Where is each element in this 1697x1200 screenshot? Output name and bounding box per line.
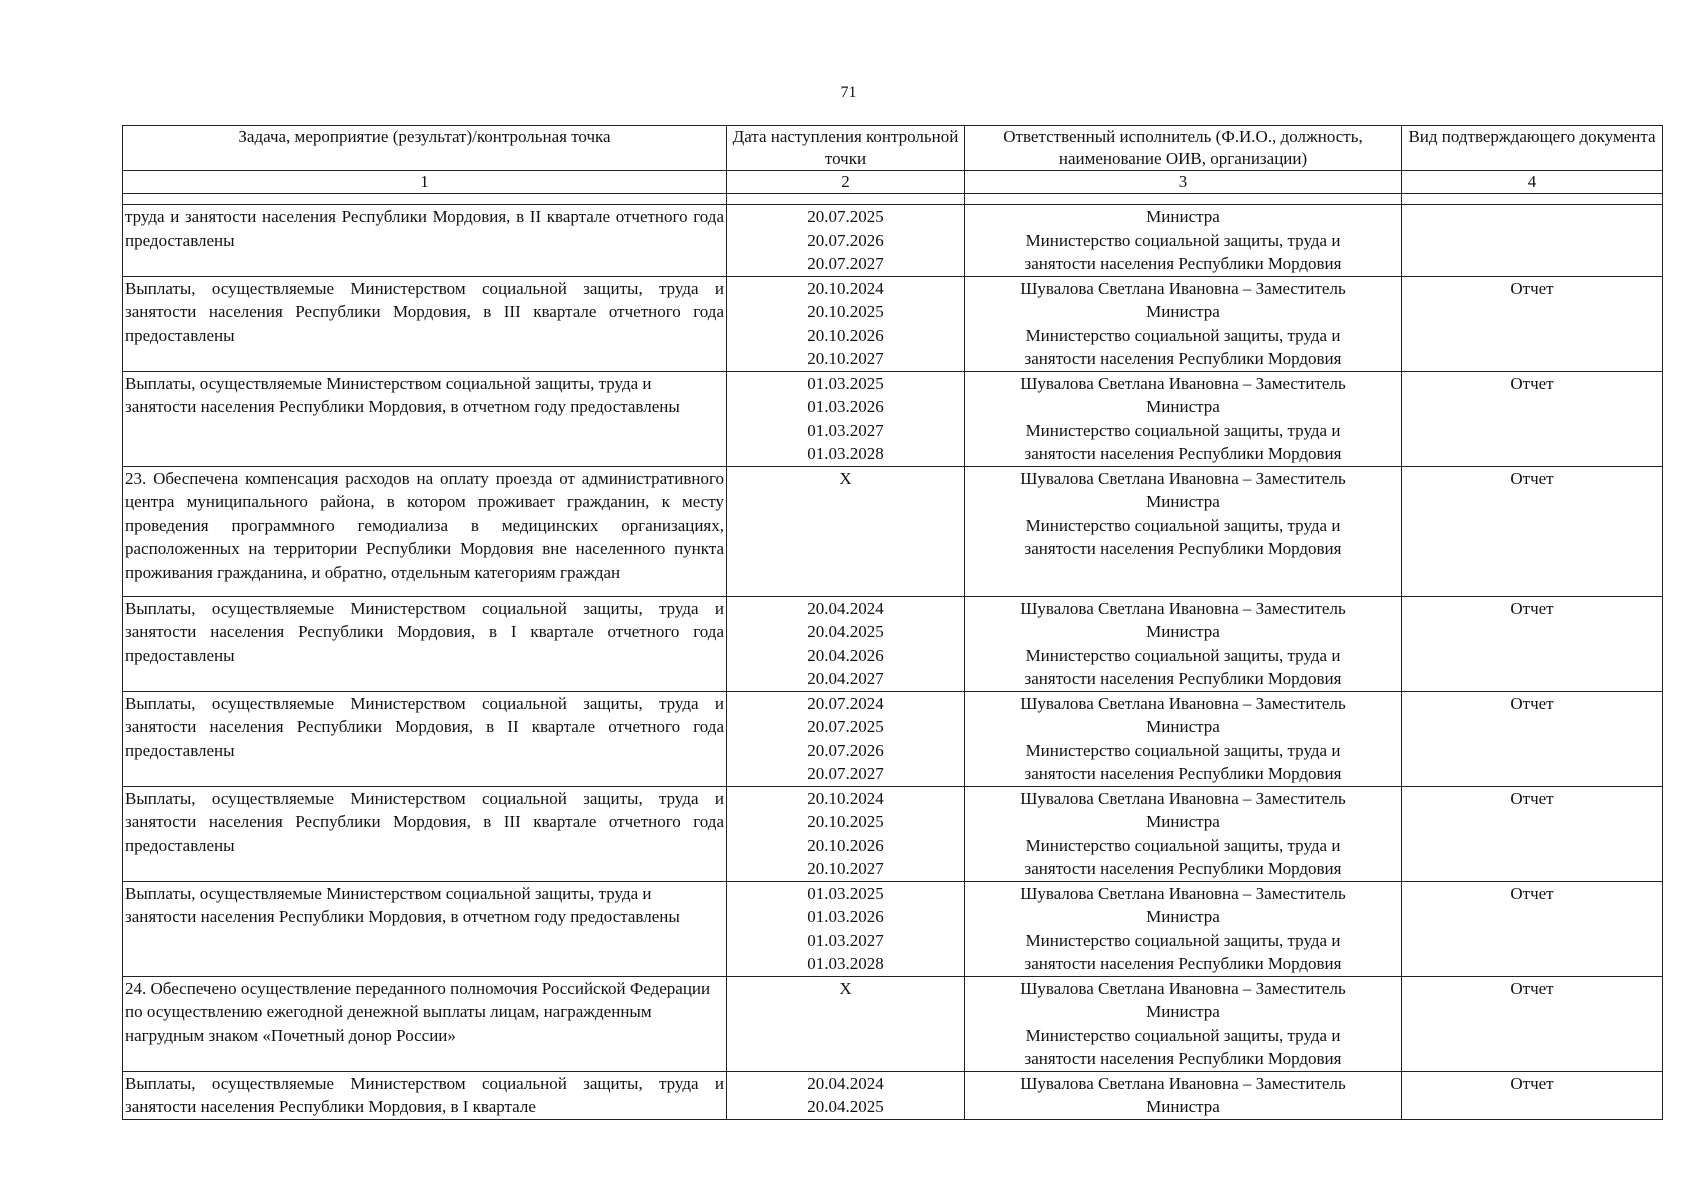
header-date: Дата наступления контрольной точки [727, 126, 965, 171]
responsible-cell [965, 786, 1402, 881]
responsible-line: занятости населения Республики Мордовия [1024, 1049, 1342, 1068]
control-date: 20.10.2024 [807, 278, 884, 298]
task-cell: 24. Обеспечено осуществление переданного полномочия Российской Федерации по осуществлению ежегодной денежной выплаты лицам, награжденным нагрудным знаком «Почетный донор России» [123, 976, 727, 1071]
responsible-line: Министра [1146, 302, 1220, 321]
document-type-cell [1402, 205, 1663, 277]
control-date: 20.07.2027 [807, 254, 884, 273]
control-date: Х [839, 978, 852, 998]
date-cell [727, 881, 965, 976]
responsible-line: Министерство социальной защиты, труда и [1025, 230, 1341, 250]
responsible-line: занятости населения Республики Мордовия [1024, 349, 1342, 368]
responsible-line: Министерство социальной защиты, труда и [1025, 645, 1341, 665]
control-date: 20.10.2026 [807, 835, 884, 855]
task-cell: Выплаты, осуществляемые Министерством социальной защиты, труда и занятости населения Республики Мордовия, в III квартале отчетного года предоставлены [123, 786, 727, 881]
control-date: 01.03.2027 [807, 930, 884, 950]
control-date: 20.04.2025 [807, 1097, 884, 1116]
control-date: 20.10.2024 [807, 788, 884, 808]
control-date: 20.07.2025 [807, 207, 884, 226]
date-cell [727, 371, 965, 466]
responsible-line: занятости населения Республики Мордовия [1024, 444, 1342, 463]
control-date: 20.10.2027 [807, 859, 884, 878]
document-type-cell: Отчет [1402, 371, 1663, 466]
date-cell [727, 1071, 965, 1119]
table-row [123, 881, 1663, 976]
task-cell: Выплаты, осуществляемые Министерством социальной защиты, труда и занятости населения Республики Мордовия, в II квартале отчетного года предоставлены [123, 691, 727, 786]
task-cell: Выплаты, осуществляемые Министерством социальной защиты, труда и занятости населения Республики Мордовия, в I квартале [123, 1071, 727, 1119]
spacer-cell [727, 194, 965, 205]
responsible-line: Министерство социальной защиты, труда и [1025, 1025, 1341, 1045]
table-row [123, 371, 1663, 466]
spacer-cell [965, 194, 1402, 205]
date-cell [727, 466, 965, 596]
control-date: 20.07.2025 [807, 717, 884, 736]
responsible-line: Министра [1146, 492, 1220, 511]
responsible-line: Шувалова Светлана Ивановна – Заместитель [1020, 788, 1346, 808]
responsible-cell [965, 205, 1402, 277]
table-body [123, 205, 1663, 1120]
spacer-cell [123, 194, 727, 205]
task-cell: Выплаты, осуществляемые Министерством социальной защиты, труда и занятости населения Республики Мордовия, в III квартале отчетного года предоставлены [123, 276, 727, 371]
responsible-line: занятости населения Республики Мордовия [1024, 254, 1342, 273]
date-cell [727, 976, 965, 1071]
task-cell: Выплаты, осуществляемые Министерством социальной защиты, труда и занятости населения Республики Мордовия, в I квартале отчетного года предоставлены [123, 596, 727, 691]
responsible-line: занятости населения Республики Мордовия [1024, 859, 1342, 878]
date-cell [727, 276, 965, 371]
document-type-cell: Отчет [1402, 976, 1663, 1071]
control-date: 01.03.2025 [807, 883, 884, 903]
control-date: 20.04.2024 [807, 1073, 884, 1093]
document-type-cell: Отчет [1402, 881, 1663, 976]
responsible-line: занятости населения Республики Мордовия [1024, 669, 1342, 688]
control-date: 01.03.2026 [807, 907, 884, 926]
responsible-line: Шувалова Светлана Ивановна – Заместитель [1020, 373, 1346, 393]
document-type-cell: Отчет [1402, 466, 1663, 596]
table-row [123, 786, 1663, 881]
control-date: 20.10.2027 [807, 349, 884, 368]
responsible-line: Министра [1146, 207, 1220, 226]
control-date: Х [839, 468, 852, 488]
task-cell: Выплаты, осуществляемые Министерством социальной защиты, труда и занятости населения Республики Мордовия, в отчетном году предоставлены [123, 371, 727, 466]
control-date: 01.03.2026 [807, 397, 884, 416]
table-row [123, 976, 1663, 1071]
responsible-line: занятости населения Республики Мордовия [1024, 764, 1342, 783]
table-header-row [123, 126, 1663, 171]
date-cell [727, 205, 965, 277]
control-date: 20.10.2025 [807, 302, 884, 321]
control-date: 20.07.2026 [807, 740, 884, 760]
responsible-line: Министра [1146, 717, 1220, 736]
responsible-cell [965, 1071, 1402, 1119]
table-row [123, 205, 1663, 277]
responsible-line: Министра [1146, 1002, 1220, 1021]
control-date: 20.10.2026 [807, 325, 884, 345]
responsible-line: занятости населения Республики Мордовия [1024, 954, 1342, 973]
column-number: 1 [123, 171, 727, 194]
responsible-line: Шувалова Светлана Ивановна – Заместитель [1020, 693, 1346, 713]
responsible-line: Министерство социальной защиты, труда и [1025, 420, 1341, 440]
task-cell: Выплаты, осуществляемые Министерством социальной защиты, труда и занятости населения Республики Мордовия, в отчетном году предоставлены [123, 881, 727, 976]
control-date: 01.03.2028 [807, 954, 884, 973]
column-number: 3 [965, 171, 1402, 194]
table-row [123, 691, 1663, 786]
table-row [123, 466, 1663, 596]
header-responsible: Ответственный исполнитель (Ф.И.О., должность, наименование ОИВ, организации) [965, 126, 1402, 171]
spacer-cell [1402, 194, 1663, 205]
document-type-cell: Отчет [1402, 276, 1663, 371]
responsible-cell [965, 881, 1402, 976]
task-cell: труда и занятости населения Республики Мордовия, в II квартале отчетного года предоставлены [123, 205, 727, 277]
document-type-cell: Отчет [1402, 786, 1663, 881]
responsible-line: Шувалова Светлана Ивановна – Заместитель [1020, 598, 1346, 618]
responsible-line: Министра [1146, 1097, 1220, 1116]
control-date: 20.07.2024 [807, 693, 884, 713]
control-date: 20.07.2027 [807, 764, 884, 783]
control-date: 20.04.2024 [807, 598, 884, 618]
column-number: 2 [727, 171, 965, 194]
table-row [123, 276, 1663, 371]
task-cell: 23. Обеспечена компенсация расходов на оплату проезда от административного центра муниципального района, в котором проживает гражданин, к месту проведения программного гемодиализа в медицинских организациях, расположенных на территории Республики Мордовия вне населенного пункта проживания гражданина, и обратно, отдельным категориям граждан [123, 466, 727, 596]
document-type-cell: Отчет [1402, 1071, 1663, 1119]
responsible-line: Шувалова Светлана Ивановна – Заместитель [1020, 978, 1346, 998]
control-points-table [122, 125, 1663, 1120]
control-date: 20.07.2026 [807, 230, 884, 250]
responsible-line: Шувалова Светлана Ивановна – Заместитель [1020, 468, 1346, 488]
header-document: Вид подтверждающего документа [1402, 126, 1663, 171]
control-date: 20.10.2025 [807, 812, 884, 831]
responsible-cell [965, 596, 1402, 691]
responsible-line: занятости населения Республики Мордовия [1024, 539, 1342, 558]
date-cell [727, 786, 965, 881]
table-row [123, 1071, 1663, 1119]
control-date: 20.04.2026 [807, 645, 884, 665]
responsible-line: Министра [1146, 622, 1220, 641]
responsible-cell [965, 466, 1402, 596]
responsible-line: Министра [1146, 907, 1220, 926]
responsible-cell [965, 691, 1402, 786]
header-task: Задача, мероприятие (результат)/контрольная точка [123, 126, 727, 171]
responsible-line: Шувалова Светлана Ивановна – Заместитель [1020, 278, 1346, 298]
responsible-line: Министерство социальной защиты, труда и [1025, 930, 1341, 950]
control-date: 01.03.2025 [807, 373, 884, 393]
responsible-cell [965, 976, 1402, 1071]
responsible-line: Министра [1146, 397, 1220, 416]
responsible-cell [965, 371, 1402, 466]
responsible-line: Министра [1146, 812, 1220, 831]
control-date: 20.04.2025 [807, 622, 884, 641]
control-date: 20.04.2027 [807, 669, 884, 688]
header-spacer-row [123, 194, 1663, 205]
column-number: 4 [1402, 171, 1663, 194]
date-cell [727, 596, 965, 691]
responsible-cell [965, 276, 1402, 371]
date-cell [727, 691, 965, 786]
responsible-line: Министерство социальной защиты, труда и [1025, 835, 1341, 855]
page-number: 71 [840, 84, 857, 101]
control-date: 01.03.2027 [807, 420, 884, 440]
responsible-line: Министерство социальной защиты, труда и [1025, 515, 1341, 535]
responsible-line: Шувалова Светлана Ивановна – Заместитель [1020, 883, 1346, 903]
responsible-line: Шувалова Светлана Ивановна – Заместитель [1020, 1073, 1346, 1093]
table-row [123, 596, 1663, 691]
column-number-row [123, 171, 1663, 194]
responsible-line: Министерство социальной защиты, труда и [1025, 325, 1341, 345]
responsible-line: Министерство социальной защиты, труда и [1025, 740, 1341, 760]
document-type-cell: Отчет [1402, 691, 1663, 786]
control-date: 01.03.2028 [807, 444, 884, 463]
document-type-cell: Отчет [1402, 596, 1663, 691]
